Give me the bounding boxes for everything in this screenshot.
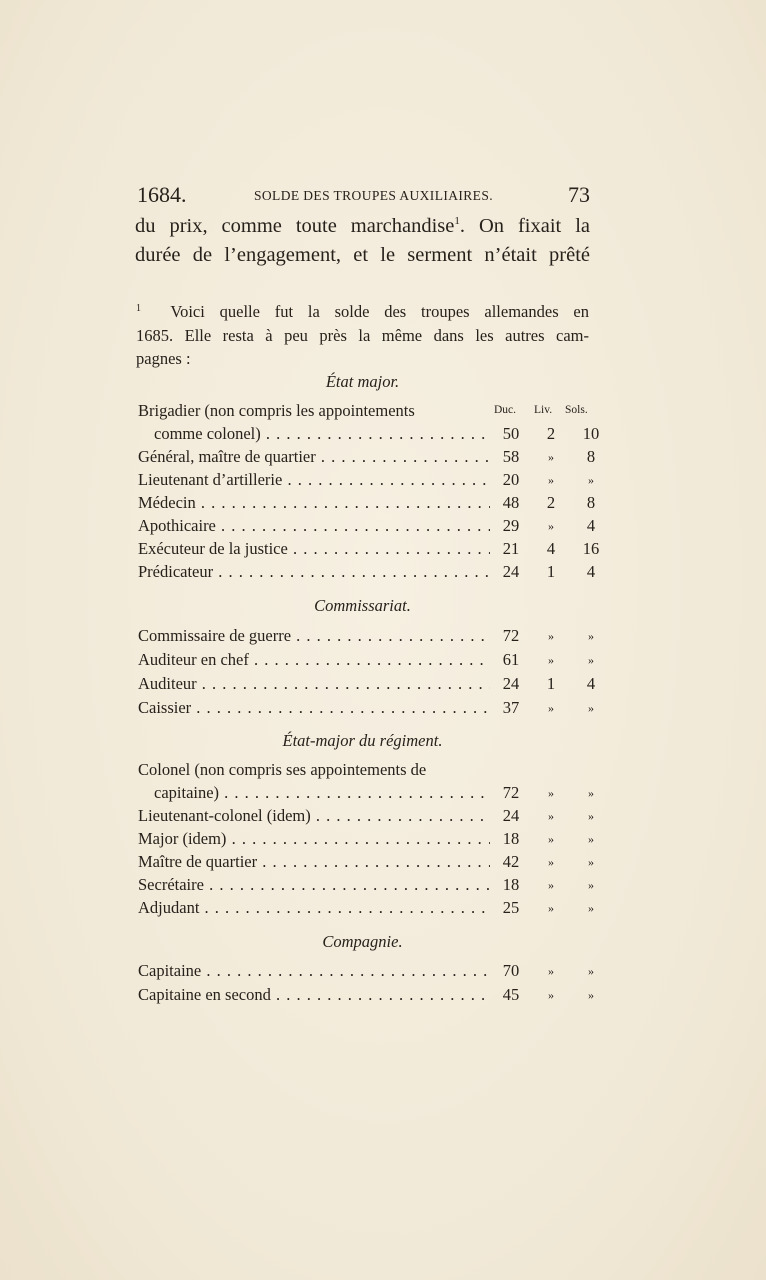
table-row bbox=[138, 698, 598, 720]
value-sols: » bbox=[588, 988, 594, 1002]
value-liv: 2 bbox=[546, 493, 556, 512]
value-liv: » bbox=[548, 855, 554, 869]
col-header-sols: Sols. bbox=[565, 404, 588, 416]
row-label: Apothicaire . . . bbox=[138, 516, 490, 536]
table-row bbox=[138, 806, 598, 828]
value-sols: » bbox=[588, 964, 594, 978]
value-duc: 37 bbox=[502, 698, 520, 717]
value-duc: 24 bbox=[502, 806, 520, 825]
table-row bbox=[138, 539, 598, 561]
table-row bbox=[138, 562, 598, 584]
footnote-line-2: 1685. Elle resta à peu près la même dans les autres cam- bbox=[136, 326, 589, 345]
body-line-1 bbox=[135, 215, 590, 238]
row-label: capitaine) . . . bbox=[154, 783, 490, 803]
row-label: Capitaine en second . . . bbox=[138, 985, 490, 1005]
value-duc: 61 bbox=[502, 650, 520, 669]
body-line-2: durée de l’engagement, et le serment n’était prêté bbox=[135, 244, 590, 266]
value-sols: 4 bbox=[586, 516, 596, 535]
value-liv: » bbox=[548, 878, 554, 892]
table-row bbox=[138, 760, 598, 782]
col-header-duc: Duc. bbox=[494, 404, 517, 416]
row-label: Maître de quartier . . . bbox=[138, 852, 490, 872]
value-duc: 70 bbox=[502, 961, 520, 980]
footnote-line-3: pagnes : bbox=[136, 349, 191, 368]
value-liv: » bbox=[548, 988, 554, 1002]
value-liv: » bbox=[548, 450, 554, 464]
row-label: Brigadier (non compris les appointements bbox=[138, 401, 415, 420]
table-row bbox=[138, 783, 598, 805]
footnote-text: Voici quelle fut la solde des troupes allemandes en bbox=[170, 302, 589, 321]
section-title: Compagnie. bbox=[322, 932, 403, 951]
value-liv: » bbox=[548, 701, 554, 715]
value-duc: 18 bbox=[502, 829, 520, 848]
value-duc: 72 bbox=[502, 783, 520, 802]
table-row bbox=[138, 447, 598, 469]
row-label: Secrétaire . . . bbox=[138, 875, 490, 895]
value-duc: 29 bbox=[502, 516, 520, 535]
table-row bbox=[138, 674, 598, 696]
row-label: Lieutenant-colonel (idem) . . . bbox=[138, 806, 490, 826]
row-label: Auditeur . . . bbox=[138, 674, 490, 694]
value-duc: 18 bbox=[502, 875, 520, 894]
row-label: Prédicateur . . . bbox=[138, 562, 490, 582]
value-duc: 45 bbox=[502, 985, 520, 1004]
value-sols: » bbox=[588, 473, 594, 487]
value-liv: 4 bbox=[546, 539, 556, 558]
value-sols: » bbox=[588, 653, 594, 667]
row-label: Colonel (non compris ses appointements de bbox=[138, 760, 427, 779]
section-title: État major. bbox=[325, 372, 400, 391]
row-label: Commissaire de guerre . . . bbox=[138, 626, 490, 646]
value-duc: 50 bbox=[502, 424, 520, 443]
header-title: SOLDE DES TROUPES AUXILIAIRES. bbox=[254, 188, 494, 203]
row-label: Auditeur en chef . . . bbox=[138, 650, 490, 670]
running-header bbox=[137, 182, 590, 210]
value-liv: » bbox=[548, 653, 554, 667]
value-liv: » bbox=[548, 809, 554, 823]
value-liv: 1 bbox=[546, 562, 556, 581]
page-number: 73 bbox=[568, 182, 590, 207]
value-sols: » bbox=[588, 878, 594, 892]
body-text: du prix, comme toute marchandise bbox=[135, 215, 455, 237]
value-duc: 42 bbox=[502, 852, 520, 871]
value-duc: 24 bbox=[502, 674, 520, 693]
value-liv: » bbox=[548, 473, 554, 487]
value-sols: 8 bbox=[586, 493, 596, 512]
value-duc: 72 bbox=[502, 626, 520, 645]
body-text: . On fixait la bbox=[459, 215, 590, 237]
value-liv: » bbox=[548, 519, 554, 533]
footnote-mark: 1 bbox=[136, 303, 141, 314]
footnote-line-1 bbox=[136, 302, 589, 322]
value-sols: » bbox=[588, 629, 594, 643]
value-liv: » bbox=[548, 901, 554, 915]
table-row bbox=[138, 985, 598, 1007]
table-row bbox=[138, 424, 598, 446]
footnote-ref: 1 bbox=[454, 215, 460, 227]
value-duc: 58 bbox=[502, 447, 520, 466]
table-row bbox=[138, 829, 598, 851]
table-row bbox=[138, 626, 598, 648]
value-sols: 10 bbox=[582, 424, 600, 443]
section-title: Commissariat. bbox=[314, 596, 411, 615]
value-sols: » bbox=[588, 786, 594, 800]
value-sols: » bbox=[588, 809, 594, 823]
section-title: État-major du régiment. bbox=[282, 731, 443, 750]
value-duc: 48 bbox=[502, 493, 520, 512]
row-label: Exécuteur de la justice . . . bbox=[138, 539, 490, 559]
value-liv: » bbox=[548, 964, 554, 978]
value-duc: 24 bbox=[502, 562, 520, 581]
value-sols: » bbox=[588, 701, 594, 715]
table-row bbox=[138, 516, 598, 538]
value-sols: » bbox=[588, 855, 594, 869]
value-duc: 25 bbox=[502, 898, 520, 917]
value-sols: 4 bbox=[586, 674, 596, 693]
value-sols: 8 bbox=[586, 447, 596, 466]
value-sols: 4 bbox=[586, 562, 596, 581]
value-sols: 16 bbox=[582, 539, 600, 558]
header-year: 1684. bbox=[137, 182, 187, 207]
table-row bbox=[138, 470, 598, 492]
col-header-liv: Liv. bbox=[534, 404, 553, 416]
row-label: Adjudant . . . bbox=[138, 898, 490, 918]
table-row bbox=[138, 898, 598, 920]
table-row bbox=[138, 401, 598, 423]
table-row bbox=[138, 961, 598, 983]
row-label: Caissier . . . bbox=[138, 698, 490, 718]
row-label: Médecin . . . bbox=[138, 493, 490, 513]
value-liv: » bbox=[548, 832, 554, 846]
row-label: Major (idem) . . . bbox=[138, 829, 490, 849]
value-liv: 1 bbox=[546, 674, 556, 693]
table-row bbox=[138, 875, 598, 897]
table-row bbox=[138, 650, 598, 672]
row-label: Capitaine . . . bbox=[138, 961, 490, 981]
value-liv: » bbox=[548, 629, 554, 643]
value-duc: 21 bbox=[502, 539, 520, 558]
value-liv: » bbox=[548, 786, 554, 800]
value-sols: » bbox=[588, 901, 594, 915]
value-duc: 20 bbox=[502, 470, 520, 489]
value-liv: 2 bbox=[546, 424, 556, 443]
table-row bbox=[138, 852, 598, 874]
table-row bbox=[138, 493, 598, 515]
row-label: Lieutenant d’artillerie . . . bbox=[138, 470, 490, 490]
value-sols: » bbox=[588, 832, 594, 846]
row-label: Général, maître de quartier . . . bbox=[138, 447, 490, 467]
row-label: comme colonel) . . . bbox=[154, 424, 490, 444]
